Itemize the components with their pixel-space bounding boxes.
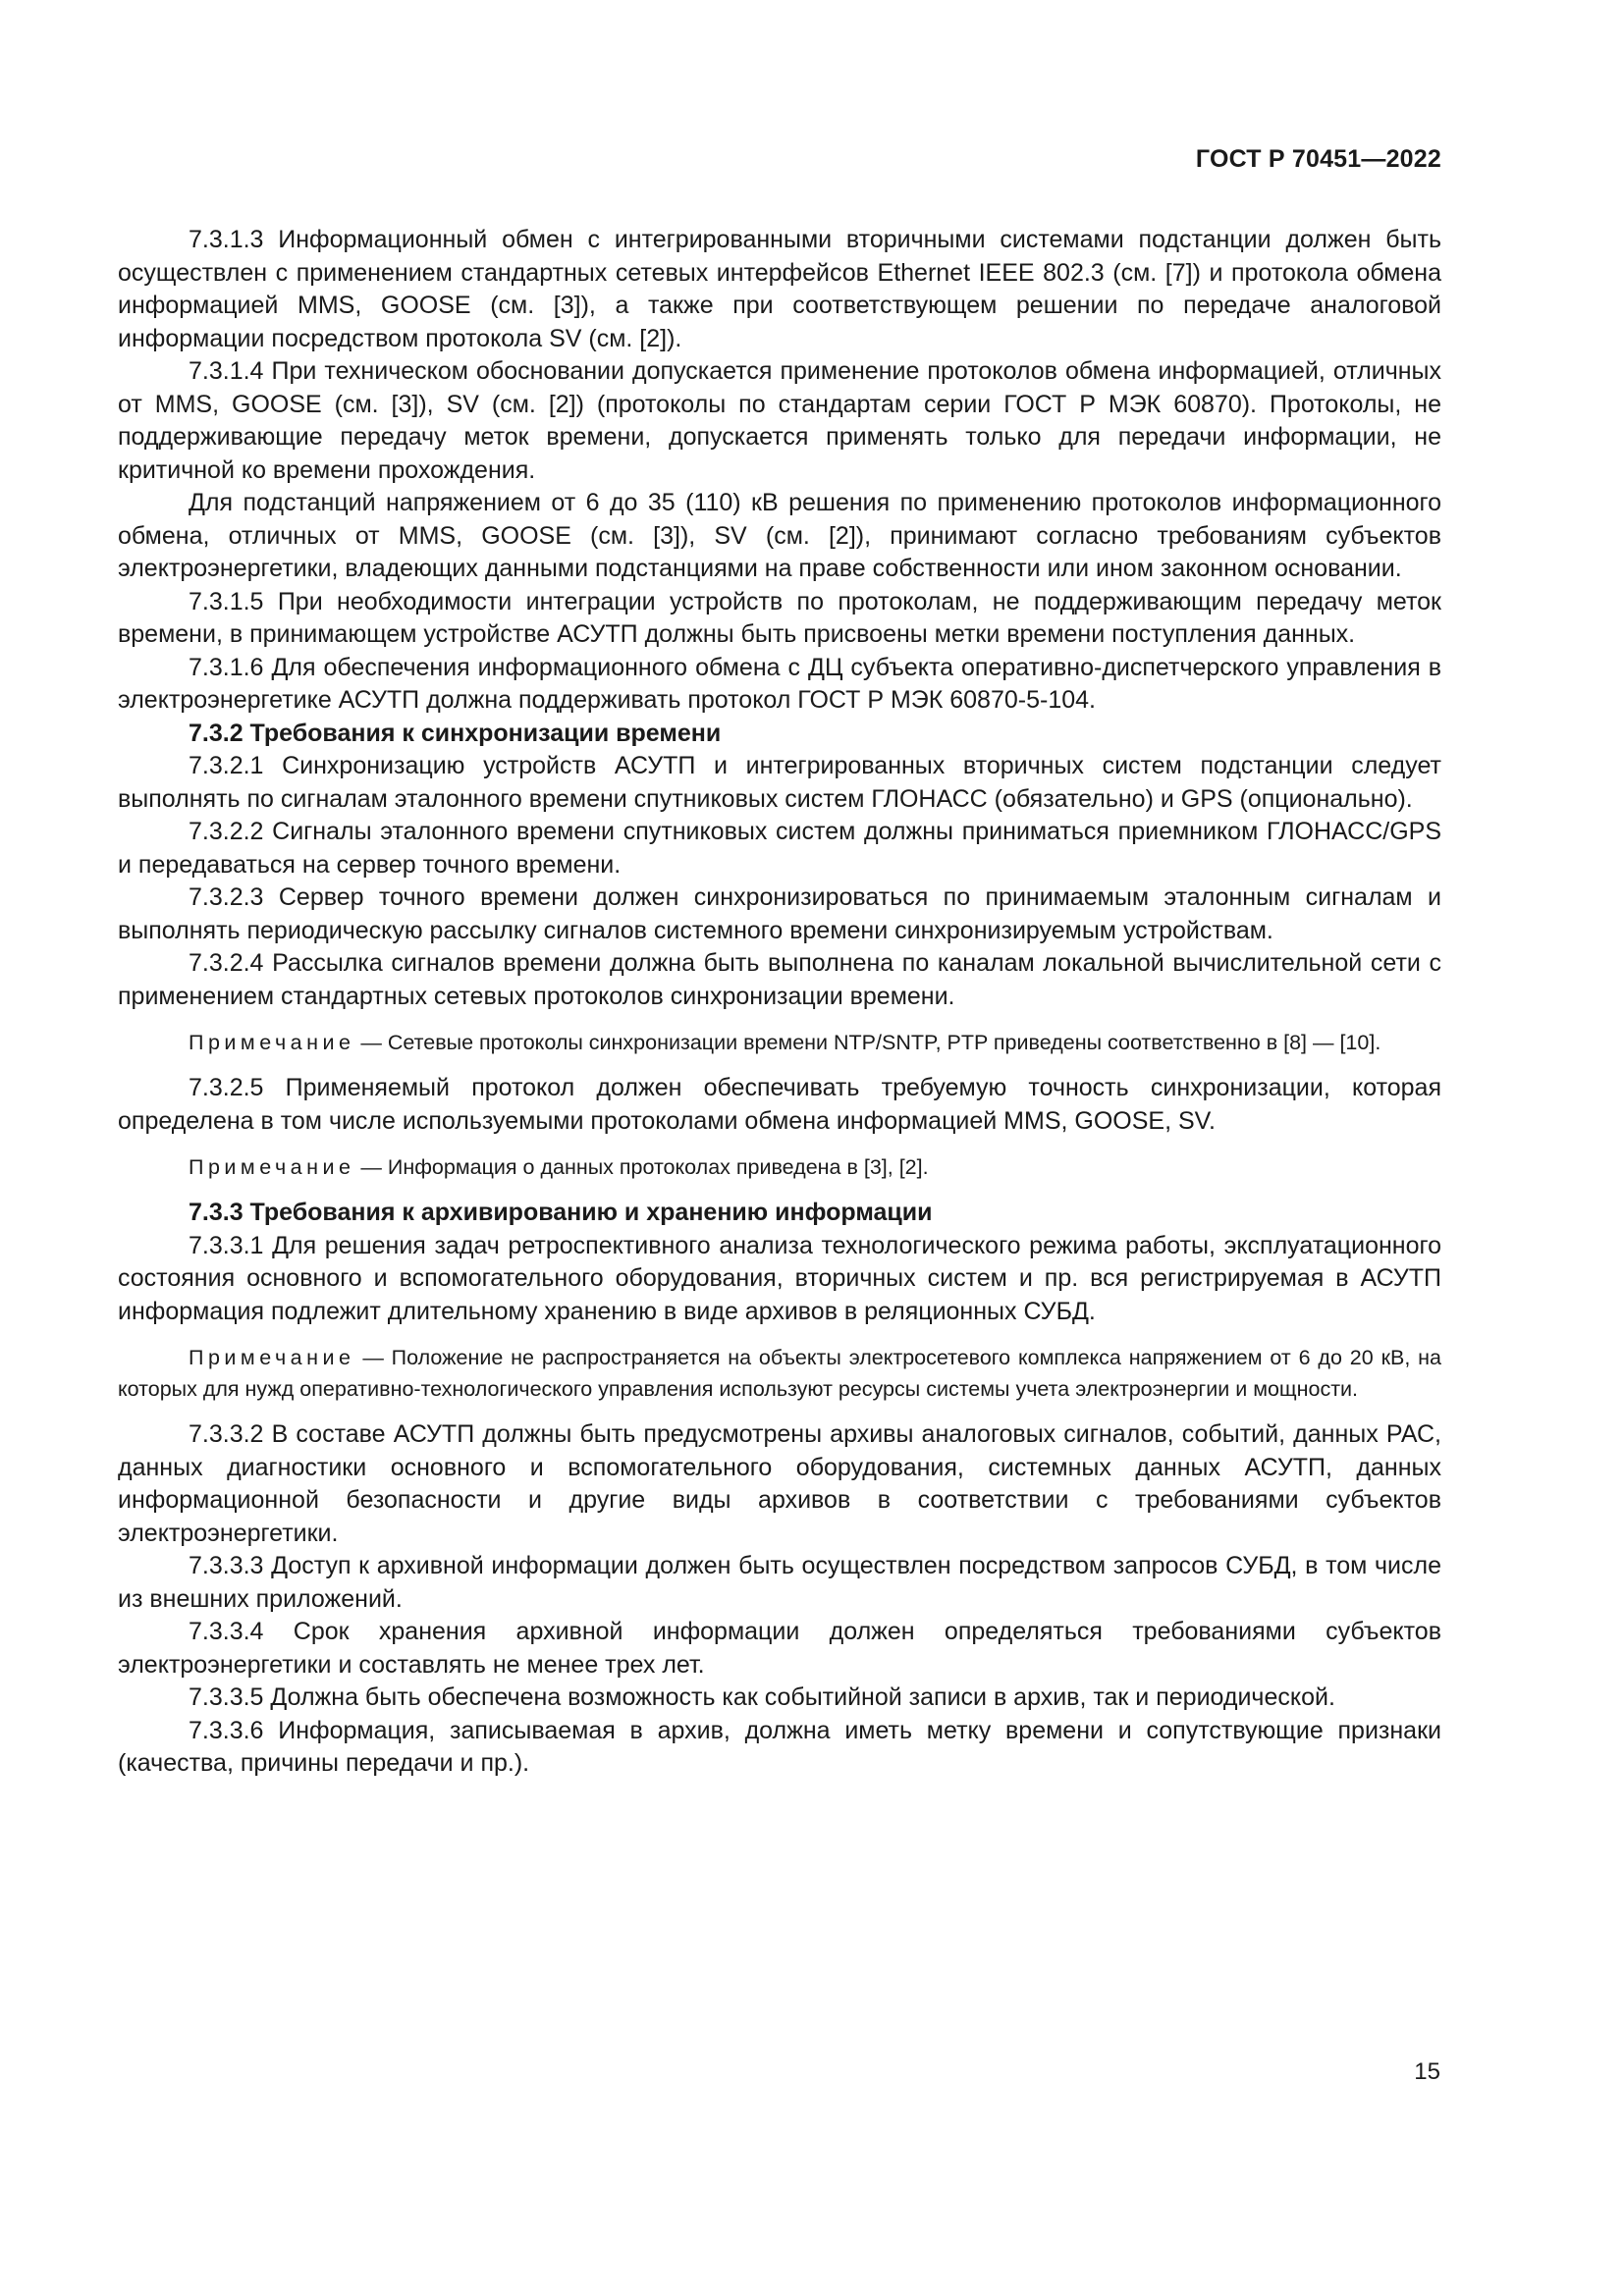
paragraph-7-3-3-6: 7.3.3.6 Информация, записываемая в архив, должна иметь метку времени и сопутствующие признаки (качества, причины передачи и пр.). — [118, 1716, 1441, 1777]
paragraph-7-3-3-1: 7.3.3.1 Для решения задач ретроспективного анализа технологического режима работы, эксплуатационного состояния основного и вспомогательного оборудования, вторичных систем и пр. вся регистрируемая в АСУТП информация подлежит длительному хранению в виде архивов в реляционных СУБД. — [118, 1231, 1441, 1325]
document-body — [118, 224, 1441, 1781]
paragraph-7-3-1-5: 7.3.1.5 При необходимости интеграции устройств по протоколам, не поддерживающим передачу меток времени, в принимающем устройстве АСУТП должны быть присвоены метки времени поступления данных. — [118, 587, 1441, 648]
note-label: Примечание — [189, 1031, 355, 1054]
paragraph-7-3-3-2: 7.3.3.2 В составе АСУТП должны быть предусмотрены архивы аналоговых сигналов, событий, данных РАС, данных диагностики основного и вспомогательного оборудования, системных данных АСУТП, данных информационной безопасности и другие виды архивов в соответствии с требованиями субъектов электроэнергетики. — [118, 1420, 1441, 1547]
paragraph-7-3-1-6: 7.3.1.6 Для обеспечения информационного обмена с ДЦ субъекта оперативно-диспетчерского управления в электроэнергетике АСУТП должна поддерживать протокол ГОСТ Р МЭК 60870-5-104. — [118, 653, 1441, 714]
paragraph-7-3-3-3: 7.3.3.3 Доступ к архивной информации должен быть осуществлен посредством запросов СУБД, в том числе из внешних приложений. — [118, 1552, 1441, 1613]
note-time-sync-protocols — [118, 1027, 1441, 1058]
paragraph-7-3-2-2: 7.3.2.2 Сигналы эталонного времени спутниковых систем должны приниматься приемником ГЛОНАСС/GPS и передаваться на сервер точного времени. — [118, 818, 1441, 879]
note-label: Примечание — [189, 1155, 355, 1179]
note-text: — Информация о данных протоколах приведена в [3], [2]. — [354, 1155, 929, 1179]
paragraph-7-3-1-3: 7.3.1.3 Информационный обмен с интегрированными вторичными системами подстанции должен быть осуществлен с применением стандартных сетевых интерфейсов Ethernet IEEE 802.3 (см. [7]) и протокола обмена информацией MMS, GOOSE (см. [3]), а также при соответствующем решении по передаче аналоговой информации посредством протокола SV (см. [2]). — [118, 226, 1441, 352]
paragraph-7-3-3-4: 7.3.3.4 Срок хранения архивной информации должен определяться требованиями субъектов электроэнергетики и составлять не менее трех лет. — [118, 1618, 1441, 1679]
section-heading-7-3-2: 7.3.2 Требования к синхронизации времени — [189, 719, 722, 747]
section-heading-7-3-3: 7.3.3 Требования к архивированию и хранению информации — [189, 1199, 933, 1226]
note-text: — Сетевые протоколы синхронизации времени NTP/SNTP, PTP приведены соответственно в [8] — [10]. — [354, 1031, 1381, 1054]
document-designation: ГОСТ Р 70451—2022 — [1195, 145, 1441, 173]
paragraph-7-3-2-1: 7.3.2.1 Синхронизацию устройств АСУТП и интегрированных вторичных систем подстанции следует выполнять по сигналам эталонного времени спутниковых систем ГЛОНАСС (обязательно) и GPS (опционально). — [118, 752, 1441, 813]
page-number: 15 — [1414, 2058, 1440, 2085]
note-label: Примечание — [189, 1346, 355, 1369]
note-grid-objects — [118, 1342, 1441, 1405]
paragraph-7-3-1-4: 7.3.1.4 При техническом обосновании допускается применение протоколов обмена информацией, отличных от MMS, GOOSE (см. [3]), SV (см. [2]) (протоколы по стандартам серии ГОСТ Р МЭК 60870). Протоколы, не поддерживающие передачу меток времени, допускается применять только для передачи информации, не критичной ко времени прохождения. — [118, 357, 1441, 484]
note-protocol-info — [118, 1151, 1441, 1183]
paragraph-7-3-2-5: 7.3.2.5 Применяемый протокол должен обеспечивать требуемую точность синхронизации, которая определена в том числе используемыми протоколами обмена информацией MMS, GOOSE, SV. — [118, 1074, 1441, 1135]
paragraph-7-3-2-4: 7.3.2.4 Рассылка сигналов времени должна быть выполнена по каналам локальной вычислительной сети с применением стандартных сетевых протоколов синхронизации времени. — [118, 949, 1441, 1010]
note-text: — Положение не распространяется на объекты электросетевого комплекса напряжением от 6 до 20 кВ, на которых для нужд оперативно-технологического управления используют ресурсы системы учета электроэнергии и мощности. — [118, 1346, 1441, 1401]
paragraph-7-3-3-5: 7.3.3.5 Должна быть обеспечена возможность как событийной записи в архив, так и периодической. — [189, 1683, 1335, 1711]
paragraph-substations-6-35kv: Для подстанций напряжением от 6 до 35 (110) кВ решения по применению протоколов информационного обмена, отличных от MMS, GOOSE (см. [3]), SV (см. [2]), принимают согласно требованиям субъектов электроэнергетики, владеющих данными подстанциями на праве собственности или ином законном основании. — [118, 489, 1441, 582]
paragraph-7-3-2-3: 7.3.2.3 Сервер точного времени должен синхронизироваться по принимаемым эталонным сигналам и выполнять периодическую рассылку сигналов системного времени синхронизируемым устройствам. — [118, 883, 1441, 944]
